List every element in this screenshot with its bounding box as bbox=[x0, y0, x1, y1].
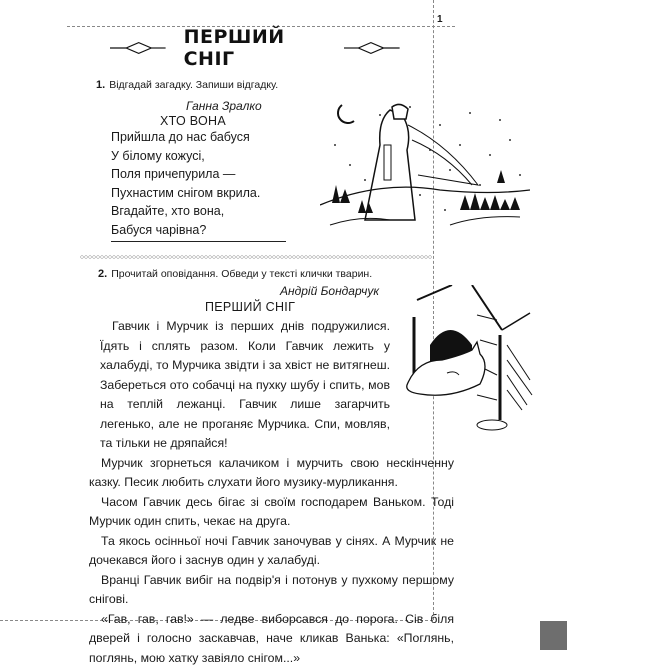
story-paragraph: Часом Гавчик десь бігає зі своїм господарем Ваньком. Тоді Мурчик один спить, чекає на друга. bbox=[89, 493, 454, 532]
task-2-instruction bbox=[98, 268, 372, 280]
page-header bbox=[110, 33, 400, 63]
task-2-text: Прочитай оповідання. Обведи у тексті клички тварин. bbox=[111, 268, 372, 280]
poem-author: Ганна Зралко bbox=[186, 99, 262, 113]
corner-tab bbox=[540, 621, 567, 650]
story-author: Андрій Бондарчук bbox=[280, 284, 379, 298]
task-2-number: 2. bbox=[98, 268, 107, 280]
story-paragraph: Та якось осінньої ночі Гавчик заночував у сінях. А Мурчик не дочекався його і заснув один у халабуді. bbox=[89, 532, 454, 571]
page-number: 1 bbox=[437, 14, 443, 25]
poem-line: Бабуся чарівна? bbox=[111, 221, 260, 240]
story-paragraph: «Гав, гав, гав!» — ледве виборсався до порога. Сів біля дверей і голосно заскавчав, наче кликав Ванька: «Поглянь, поглянь, мою хатку завіяло снігом...» bbox=[89, 610, 454, 668]
poem-line: Прийшла до нас бабуся bbox=[111, 128, 260, 147]
section-divider bbox=[80, 255, 432, 259]
poem-line: Поля причепурила — bbox=[111, 165, 260, 184]
answer-input-line[interactable] bbox=[111, 241, 286, 242]
poem-line: Пухнастим снігом вкрила. bbox=[111, 184, 260, 203]
winter-grandmother-illustration bbox=[320, 95, 530, 235]
poem bbox=[111, 128, 260, 240]
poem-line: У білому кожусі, bbox=[111, 147, 260, 166]
task-1-instruction bbox=[96, 79, 278, 91]
page-title: ПЕРШИЙ СНІГ bbox=[184, 26, 327, 70]
story-paragraph: Гавчик і Мурчик із перших днів подружилися. Їдять і сплять разом. Коли Гавчик лежить у халабуді, то Мурчика звідти і за хвіст не витягнеш. Забереться ото собачці на пухку шубу і спить, мов на теплій лежанці. Гавчик лише загарчить легенько, але не проганяє Мурчика. Спи, мовляв, та тільки не дряпайся! bbox=[100, 317, 390, 454]
story-paragraph: Вранці Гавчик вибіг на подвір'я і потонув у пухкому першому снігові. bbox=[89, 571, 454, 610]
task-1-number: 1. bbox=[96, 79, 105, 91]
poem-line: Вгадайте, хто вона, bbox=[111, 202, 260, 221]
story-paragraph: Мурчик згорнеться калачиком і мурчить свою нескінченну казку. Песик любить слухати його музику-мурликання. bbox=[89, 454, 454, 493]
diamond-ornament-left-icon bbox=[110, 41, 166, 55]
diamond-ornament-right-icon bbox=[344, 41, 400, 55]
story-text bbox=[100, 317, 430, 668]
story-title: ПЕРШИЙ СНІГ bbox=[205, 300, 295, 314]
poem-title: ХТО ВОНА bbox=[160, 114, 226, 128]
task-1-text: Відгадай загадку. Запиши відгадку. bbox=[109, 79, 278, 91]
